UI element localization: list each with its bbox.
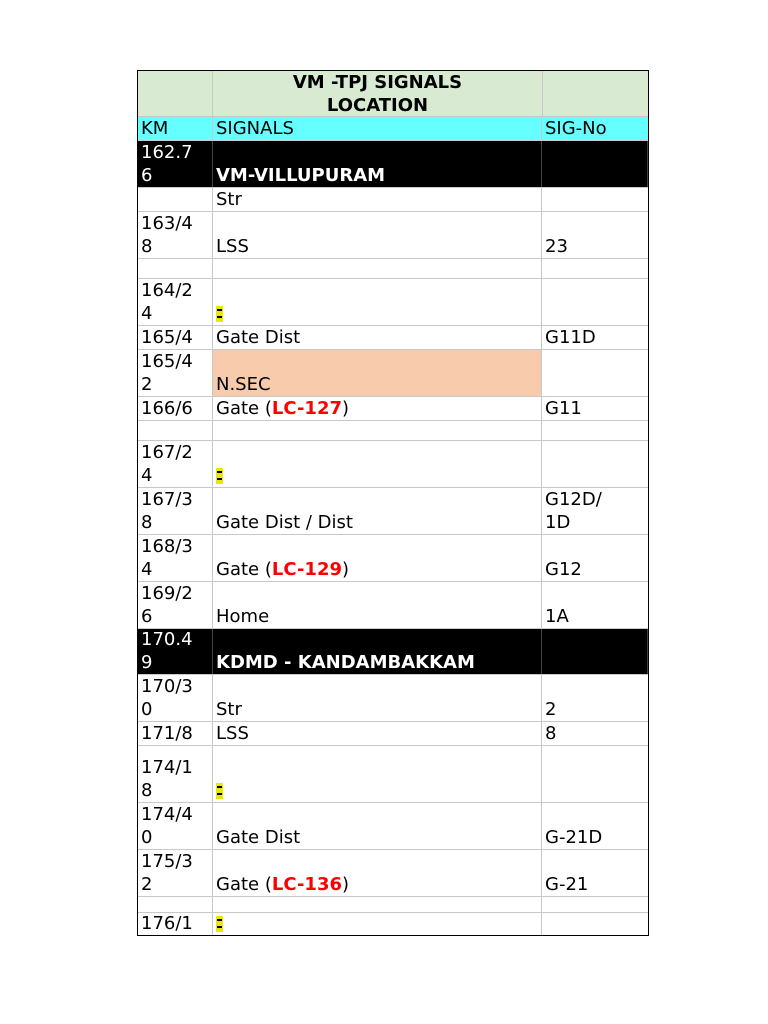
table-row	[138, 397, 648, 421]
sig-cell: G12D/ 1D	[545, 489, 602, 533]
signal-marker-icon	[216, 468, 223, 484]
table-row	[138, 722, 648, 746]
signal-cell: LSS	[213, 212, 542, 258]
table-row	[138, 746, 648, 803]
signal-cell: Gate ( LC-129 )	[213, 535, 542, 581]
signal-cell: Gate ( LC-127 )	[213, 397, 542, 420]
sig-cell	[542, 441, 648, 487]
sig-cell	[542, 421, 648, 440]
table-row	[138, 897, 648, 913]
signal-cell: Gate ( LC-136 )	[213, 850, 542, 896]
sig-cell	[542, 259, 648, 278]
station-name: VM-VILLUPURAM	[213, 141, 542, 187]
level-crossing-label: LC-136	[271, 874, 342, 895]
km-cell: 171/8	[138, 722, 213, 745]
table-row	[138, 188, 648, 212]
sig-cell	[542, 141, 648, 187]
sig-cell	[542, 897, 648, 912]
signal-cell	[213, 279, 542, 325]
sig-cell	[542, 746, 648, 802]
sig-cell: G-21	[545, 874, 589, 895]
signal-cell	[213, 746, 542, 802]
signal-cell: LSS	[213, 722, 542, 745]
title-row	[138, 71, 648, 117]
km-cell: 167/2 4	[138, 441, 213, 487]
km-cell: 170.4 9	[138, 629, 213, 674]
km-cell: 166/6	[138, 397, 213, 420]
header-km: KM	[138, 117, 213, 140]
signal-marker-icon	[216, 916, 223, 932]
sig-cell: 1A	[545, 606, 569, 627]
km-cell	[138, 897, 213, 912]
table-row	[138, 535, 648, 582]
sig-cell: G11	[545, 398, 582, 419]
signal-marker-icon	[216, 306, 223, 322]
table-row	[138, 803, 648, 850]
table-row	[138, 212, 648, 259]
table-title: VM -TPJ SIGNALS LOCATION	[292, 71, 463, 116]
level-crossing-label: LC-129	[271, 559, 342, 580]
table-row	[138, 326, 648, 350]
table-row	[138, 675, 648, 722]
km-cell	[138, 259, 213, 278]
sig-cell	[542, 350, 648, 396]
signal-marker-icon	[216, 783, 223, 799]
km-cell: 165/4	[138, 326, 213, 349]
km-cell: 176/1	[138, 913, 213, 935]
signal-cell	[213, 897, 542, 912]
table-row	[138, 279, 648, 326]
km-cell: 164/2 4	[138, 279, 213, 325]
km-cell: 168/3 4	[138, 535, 213, 581]
station-row	[138, 141, 648, 188]
km-cell: 162.7 6	[138, 141, 213, 187]
signal-cell: Gate Dist / Dist	[213, 488, 542, 534]
km-cell	[138, 421, 213, 440]
km-cell: 175/3 2	[138, 850, 213, 896]
sig-cell: 8	[545, 723, 557, 744]
table-row	[138, 488, 648, 535]
sig-cell	[542, 188, 648, 211]
km-cell: 169/2 6	[138, 582, 213, 628]
table-row	[138, 259, 648, 279]
km-cell: 174/1 8	[138, 746, 213, 802]
level-crossing-label: LC-127	[271, 398, 342, 419]
signal-cell	[213, 441, 542, 487]
title-blank-cell	[138, 71, 213, 116]
sig-cell	[542, 913, 648, 935]
signal-cell: Home	[213, 582, 542, 628]
station-name: KDMD - KANDAMBAKKAM	[213, 629, 542, 674]
header-sig-no: SIG-No	[545, 118, 607, 139]
km-cell: 165/4 2	[138, 350, 213, 396]
km-cell: 174/4 0	[138, 803, 213, 849]
header-signals: SIGNALS	[213, 117, 542, 140]
signal-cell: Str	[213, 675, 542, 721]
signal-cell: Gate Dist	[213, 803, 542, 849]
km-cell: 167/3 8	[138, 488, 213, 534]
station-row	[138, 629, 648, 675]
sig-cell: G12	[545, 559, 582, 580]
sig-cell: G11D	[545, 327, 596, 348]
signal-cell: Gate Dist	[213, 326, 542, 349]
table-row	[138, 913, 648, 935]
signal-cell	[213, 421, 542, 440]
signal-cell	[213, 259, 542, 278]
km-cell: 170/3 0	[138, 675, 213, 721]
sig-cell	[542, 629, 648, 674]
table-row	[138, 850, 648, 897]
sig-cell	[542, 279, 648, 325]
sig-cell: G-21D	[545, 827, 603, 848]
table-row	[138, 421, 648, 441]
table-row	[138, 582, 648, 629]
table-row	[138, 350, 648, 397]
km-cell	[138, 188, 213, 211]
signal-cell	[213, 913, 542, 935]
table-row	[138, 441, 648, 488]
signals-table	[137, 70, 649, 936]
km-cell: 163/4 8	[138, 212, 213, 258]
neutral-section-cell: N.SEC	[213, 350, 542, 396]
header-row	[138, 117, 648, 141]
sig-cell: 2	[545, 699, 557, 720]
signal-cell: Str	[213, 188, 542, 211]
sig-cell: 23	[545, 236, 568, 257]
